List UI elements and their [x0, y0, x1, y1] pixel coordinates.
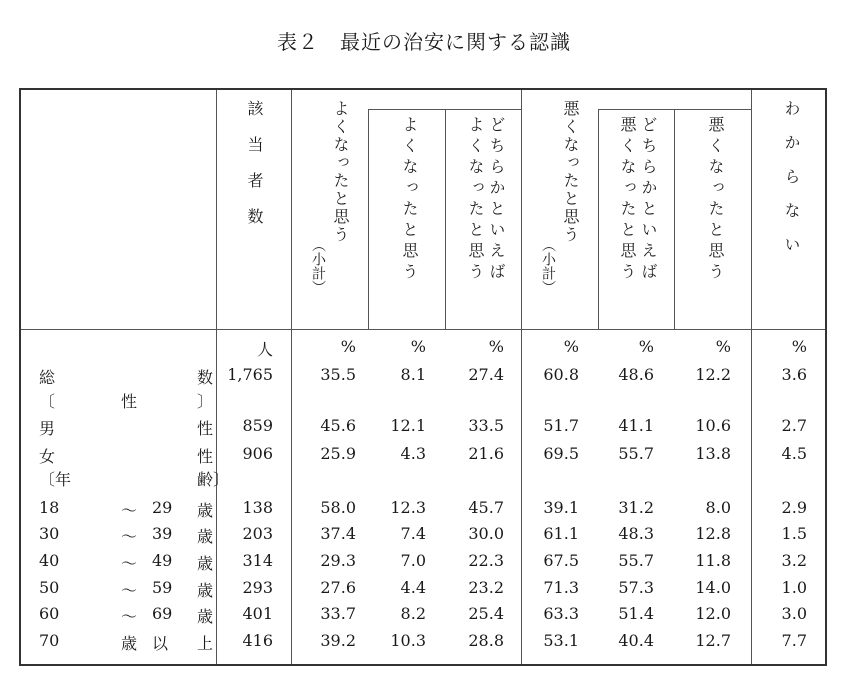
table-cell: 55.7	[618, 551, 654, 570]
unit-label: 人	[256, 340, 273, 359]
table-cell: 71.3	[543, 578, 579, 597]
row-label: 歳	[121, 634, 138, 653]
table-cell: 61.1	[543, 524, 579, 543]
row-label: 上	[197, 634, 214, 653]
table-cell: 22.3	[468, 551, 504, 570]
table-cell: 29.3	[320, 551, 356, 570]
table-cell: 8.1	[400, 365, 426, 384]
row-label: 18	[39, 498, 60, 517]
table-cell: 12.8	[695, 524, 731, 543]
row-label: 〔	[39, 392, 56, 411]
row-label: 〜	[121, 581, 138, 600]
table-cell: 416	[242, 631, 273, 650]
table-cell: 1,765	[227, 365, 273, 384]
header-somewhat-better-2: よくなったと思う	[466, 116, 485, 284]
col-divider	[445, 109, 446, 329]
table-cell: 27.4	[468, 365, 504, 384]
table-cell: 4.4	[400, 578, 426, 597]
row-label: 女	[39, 447, 56, 466]
table-cell: 33.7	[320, 604, 356, 623]
row-label: 29	[152, 498, 173, 517]
header-better-subtotal-note: （小計）	[310, 238, 326, 294]
row-label: 69	[152, 604, 173, 623]
col-divider	[751, 90, 752, 664]
table-cell: 10.6	[695, 416, 731, 435]
col-divider	[598, 109, 599, 329]
table-cell: 293	[242, 578, 273, 597]
table-cell: 138	[242, 498, 273, 517]
table-cell: 1.5	[781, 524, 807, 543]
table-cell: 33.5	[468, 416, 504, 435]
header-somewhat-better-1: どちらかといえば	[487, 116, 506, 284]
unit-label: %	[791, 337, 807, 356]
row-label: 数	[197, 368, 214, 387]
table-cell: 11.8	[695, 551, 731, 570]
table-cell: 37.4	[320, 524, 356, 543]
header-somewhat-worse-2: 悪くなったと思う	[618, 116, 637, 284]
table-cell: 67.5	[543, 551, 579, 570]
header-dont-know: わからない	[782, 100, 801, 270]
row-label: 歳	[197, 554, 214, 573]
table-cell: 40.4	[618, 631, 654, 650]
row-label: 70	[39, 631, 60, 650]
unit-label: %	[715, 337, 731, 356]
table-cell: 4.5	[781, 444, 807, 463]
unit-label: %	[563, 337, 579, 356]
row-label: 〜	[121, 527, 138, 546]
table-cell: 39.1	[543, 498, 579, 517]
table-cell: 35.5	[320, 365, 356, 384]
table-cell: 51.4	[618, 604, 654, 623]
header-respondents: 該当者数	[245, 100, 264, 244]
header-worse: 悪くなったと思う	[706, 116, 725, 284]
table-cell: 906	[242, 444, 273, 463]
table-cell: 12.7	[695, 631, 731, 650]
table-cell: 12.0	[695, 604, 731, 623]
table-cell: 7.4	[400, 524, 426, 543]
subheader-divider	[598, 109, 752, 110]
header-better-subtotal: よくなったと思う	[331, 100, 350, 244]
table-cell: 12.1	[390, 416, 426, 435]
row-label: 39	[152, 524, 173, 543]
header-somewhat-worse-1: どちらかといえば	[639, 116, 658, 284]
row-label: 総	[39, 368, 56, 387]
table-cell: 12.2	[695, 365, 731, 384]
row-label: 50	[39, 578, 60, 597]
table-title: 表２ 最近の治安に関する認識	[277, 30, 571, 54]
table-cell: 48.3	[618, 524, 654, 543]
table-cell: 53.1	[543, 631, 579, 650]
row-label: 歳	[197, 607, 214, 626]
row-label: 〕	[197, 392, 214, 411]
col-divider	[521, 90, 522, 664]
row-label: 〜	[121, 501, 138, 520]
unit-label: %	[410, 337, 426, 356]
table-cell: 45.6	[320, 416, 356, 435]
table-cell: 2.7	[781, 416, 807, 435]
table-cell: 10.3	[390, 631, 426, 650]
table-cell: 25.9	[320, 444, 356, 463]
table-cell: 55.7	[618, 444, 654, 463]
table-cell: 57.3	[618, 578, 654, 597]
table-cell: 8.0	[705, 498, 731, 517]
table-cell: 48.6	[618, 365, 654, 384]
header-worse-subtotal: 悪くなったと思う	[561, 100, 580, 244]
table-cell: 30.0	[468, 524, 504, 543]
table-cell: 58.0	[320, 498, 356, 517]
row-label: 49	[152, 551, 173, 570]
table-cell: 2.9	[781, 498, 807, 517]
row-label: 〜	[121, 607, 138, 626]
header-better: よくなったと思う	[400, 116, 419, 284]
table-cell: 8.2	[400, 604, 426, 623]
table-cell: 27.6	[320, 578, 356, 597]
header-divider	[21, 329, 825, 330]
row-label: 30	[39, 524, 60, 543]
table-cell: 314	[242, 551, 273, 570]
table-cell: 859	[242, 416, 273, 435]
col-divider	[368, 109, 369, 329]
table-cell: 401	[242, 604, 273, 623]
table-cell: 25.4	[468, 604, 504, 623]
table-cell: 7.0	[400, 551, 426, 570]
row-label: 59	[152, 578, 173, 597]
table-cell: 7.7	[781, 631, 807, 650]
table-cell: 12.3	[390, 498, 426, 517]
table-cell: 203	[242, 524, 273, 543]
table-cell: 14.0	[695, 578, 731, 597]
table-cell: 1.0	[781, 578, 807, 597]
data-table	[19, 88, 827, 666]
table-cell: 60.8	[543, 365, 579, 384]
col-divider	[216, 90, 217, 664]
table-cell: 45.7	[468, 498, 504, 517]
row-label: 歳	[197, 527, 214, 546]
row-label: 男	[39, 419, 56, 438]
row-label: 〔年	[39, 470, 72, 489]
table-cell: 31.2	[618, 498, 654, 517]
table-cell: 21.6	[468, 444, 504, 463]
table-cell: 51.7	[543, 416, 579, 435]
table-cell: 13.8	[695, 444, 731, 463]
header-worse-subtotal-note: （小計）	[540, 238, 556, 294]
unit-label: %	[638, 337, 654, 356]
table-cell: 3.6	[781, 365, 807, 384]
row-label: 60	[39, 604, 60, 623]
row-label: 40	[39, 551, 60, 570]
table-cell: 69.5	[543, 444, 579, 463]
row-label: 齢〕	[197, 470, 230, 489]
row-label: 〜	[121, 554, 138, 573]
row-label: 性	[121, 392, 138, 411]
table-cell: 23.2	[468, 578, 504, 597]
row-label: 歳	[197, 501, 214, 520]
col-divider	[674, 109, 675, 329]
subheader-divider	[368, 109, 522, 110]
table-cell: 4.3	[400, 444, 426, 463]
row-label: 以	[152, 634, 169, 653]
row-label: 歳	[197, 581, 214, 600]
table-cell: 3.2	[781, 551, 807, 570]
table-cell: 41.1	[618, 416, 654, 435]
row-label: 性	[197, 447, 214, 466]
row-label: 性	[197, 419, 214, 438]
unit-label: %	[340, 337, 356, 356]
table-cell: 63.3	[543, 604, 579, 623]
table-cell: 3.0	[781, 604, 807, 623]
unit-label: %	[488, 337, 504, 356]
col-divider	[291, 90, 292, 664]
table-cell: 28.8	[468, 631, 504, 650]
table-cell: 39.2	[320, 631, 356, 650]
